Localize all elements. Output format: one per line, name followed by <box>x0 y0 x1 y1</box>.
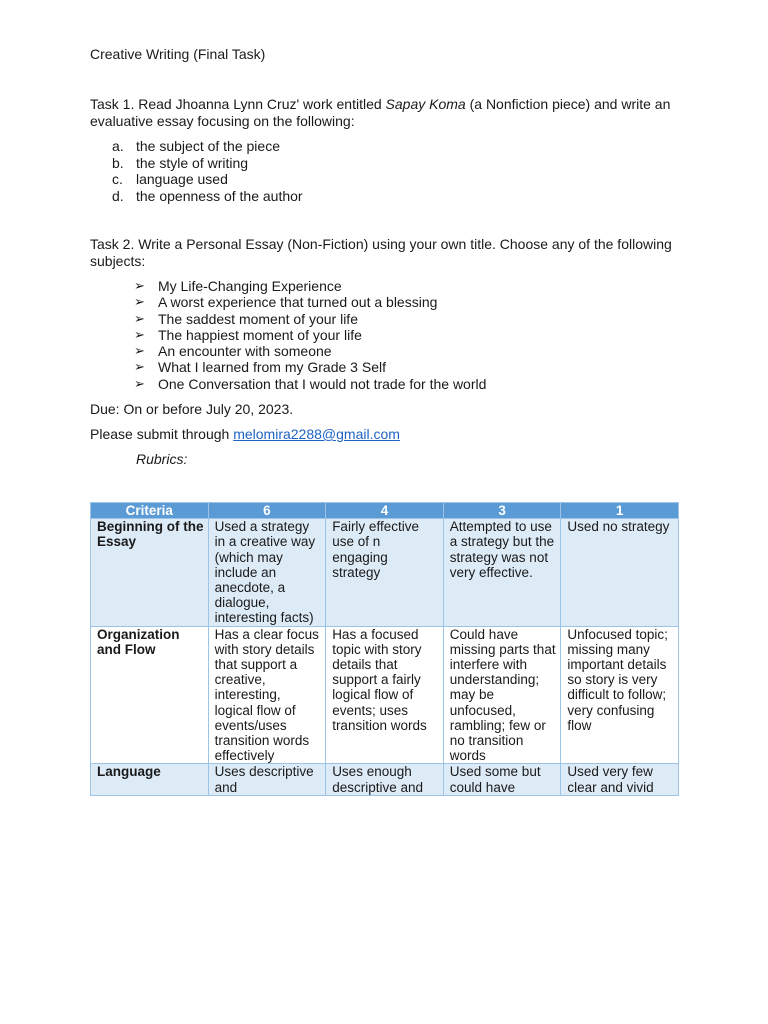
task1-text-post: (a Nonfiction piece) and write an evaluative essay focusing on the following: <box>90 96 671 129</box>
table-cell: Uses descriptive and <box>208 764 326 795</box>
list-marker: b. <box>112 154 124 171</box>
task1-work-title: Sapay Koma <box>385 96 466 112</box>
column-header-criteria: Criteria <box>91 503 209 519</box>
table-row <box>91 519 679 626</box>
table-row <box>91 764 679 795</box>
list-item <box>134 343 486 359</box>
criteria-cell: Beginning of the Essay <box>91 519 209 626</box>
criteria-cell: Language <box>91 764 209 795</box>
list-item-text: The saddest moment of your life <box>158 310 358 327</box>
list-item-text: My Life-Changing Experience <box>158 278 342 294</box>
due-date: Due: On or before July 20, 2023. <box>90 401 294 417</box>
list-item-text: the openness of the author <box>136 187 303 204</box>
table-cell: Has a clear focus with story details that support a creative, interesting, logical flow of events/uses transition words effectively <box>208 626 326 764</box>
list-item-text: A worst experience that turned out a blessing <box>158 294 438 311</box>
table-cell: Used very few clear and vivid <box>561 764 679 795</box>
list-item <box>112 138 303 155</box>
list-item-text: One Conversation that I would not trade for the world <box>158 375 487 392</box>
table-cell: Attempted to use a strategy but the strategy was not very effective. <box>443 519 561 626</box>
task1-focus-list <box>112 138 303 204</box>
list-item <box>134 278 486 294</box>
arrow-bullet-icon: ➢ <box>134 310 145 326</box>
list-item <box>134 376 486 392</box>
list-item <box>134 327 486 343</box>
arrow-bullet-icon: ➢ <box>134 375 145 391</box>
list-item <box>134 359 486 375</box>
submit-instruction <box>90 426 400 442</box>
list-item-text: What I learned from my Grade 3 Self <box>158 359 386 376</box>
list-item-text: the style of writing <box>136 154 249 171</box>
list-item-text: the subject of the piece <box>136 138 280 154</box>
task2-subject-list <box>134 278 486 392</box>
list-item <box>134 294 486 310</box>
list-item-text: language used <box>136 171 228 187</box>
table-cell: Uses enough descriptive and <box>326 764 444 795</box>
list-marker: a. <box>112 138 124 154</box>
arrow-bullet-icon: ➢ <box>134 278 145 293</box>
table-header-row <box>91 503 679 519</box>
table-cell: Used no strategy <box>561 519 679 626</box>
list-item <box>112 155 303 172</box>
rubric-table <box>90 502 679 796</box>
table-row <box>91 626 679 764</box>
table-cell: Has a focused topic with story details that support a fairly logical flow of events; uses transition words <box>326 626 444 764</box>
document-title: Creative Writing (Final Task) <box>90 46 266 62</box>
arrow-bullet-icon: ➢ <box>134 326 145 342</box>
list-marker: c. <box>112 171 123 187</box>
list-item <box>112 171 303 188</box>
email-link[interactable]: melomira2288@gmail.com <box>233 426 400 442</box>
table-cell: Unfocused topic; missing many important details so story is very difficult to follow; very confusing flow <box>561 626 679 764</box>
list-item <box>134 311 486 327</box>
submit-label: Please submit through <box>90 426 234 442</box>
list-item-text: An encounter with someone <box>158 343 332 360</box>
column-header-score-6: 6 <box>208 503 326 519</box>
task1-paragraph <box>90 96 690 130</box>
arrow-bullet-icon: ➢ <box>134 294 145 310</box>
column-header-score-4: 4 <box>326 503 444 519</box>
task1-text-pre: Task 1. Read Jhoanna Lynn Cruz' work entitled <box>90 96 386 112</box>
column-header-score-1: 1 <box>561 503 679 519</box>
table-cell: Fairly effective use of n engaging strategy <box>326 519 444 626</box>
table-cell: Used some but could have <box>443 764 561 795</box>
arrow-bullet-icon: ➢ <box>134 359 145 375</box>
table-cell: Could have missing parts that interfere with understanding; may be unfocused, rambling; few or no transition words <box>443 626 561 764</box>
column-header-score-3: 3 <box>443 503 561 519</box>
list-item-text: The happiest moment of your life <box>158 326 362 343</box>
rubrics-label: Rubrics: <box>136 451 188 467</box>
list-marker: d. <box>112 187 124 204</box>
task2-paragraph: Task 2. Write a Personal Essay (Non-Fiction) using your own title. Choose any of the following subjects: <box>90 236 672 269</box>
criteria-cell: Organization and Flow <box>91 626 209 764</box>
list-item <box>112 188 303 205</box>
table-cell: Used a strategy in a creative way (which may include an anecdote, a dialogue, interesting facts) <box>208 519 326 626</box>
arrow-bullet-icon: ➢ <box>134 343 145 359</box>
